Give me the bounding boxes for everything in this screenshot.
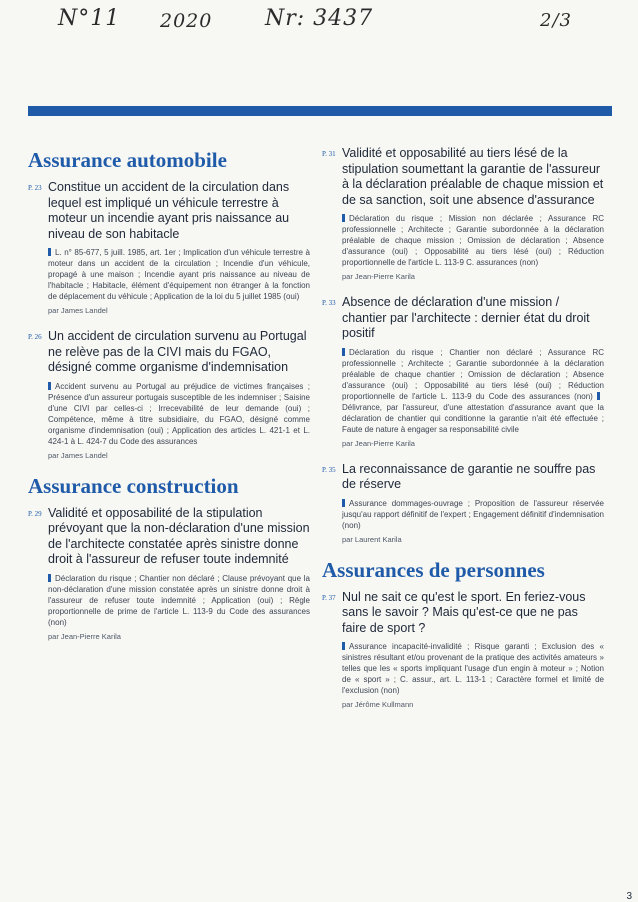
bullet-square-icon [48, 382, 51, 390]
bullet-square-icon [342, 214, 345, 222]
summary-entry [322, 462, 604, 544]
corner-page-number: 3 [626, 891, 632, 902]
keywords-text: Déclaration du risque ; Chantier non déclaré ; Assurance RC professionnelle ; Architecte ; Garantie subordonnée à la déclaration préalable de chaque chantier ; Omission de déclaration ; Absence d'assurance (oui) ; Opposabilité au tiers lésé (oui) ; Réduction proportionnelle de l'article L. 113-9 du Code des assurances (non) [342, 347, 604, 401]
keywords-text: L. n° 85-677, 5 juill. 1985, art. 1er ; Implication d'un véhicule terrestre à moteur dans un accident de la circulation ; Incendie d'un véhicule, propagé à une maison ; Incendie ayant pris naissance au niveau de l'habitacle ; Habitacle, élément d'équipement non étranger à la fonction de déplacement du véhicule ; Application de la loi du 5 juillet 1985 (oui) [48, 248, 310, 301]
keywords-text: Assurance incapacité-invalidité ; Risque garanti ; Exclusion des « sinistres résultant et/ou provenant de la pratique des activités amateurs » telles que les « sports impliquant l'usage d'un engin à moteur » ; Notion de « sport » ; C. assur., art. L. 113-1 ; Caractère formel et limité de l'exclusion (non) [342, 642, 604, 695]
entry-author: par James Landel [48, 306, 108, 315]
summary-entry [28, 180, 310, 315]
handwritten-year: 2020 [160, 10, 213, 32]
keywords-text: Déclaration du risque ; Chantier non déclaré ; Clause prévoyant que la non-déclaration d'une mission constatée après un sinistre donne droit à l'assureur de refuser toute indemnité ; Application (oui) ; Règle proportionnelle de prime de l'article L. 113-9 du Code des assurances (non) [48, 573, 310, 627]
left-column [28, 140, 310, 655]
entry-author: par Laurent Karila [342, 534, 402, 544]
entry-author: par Jean-Pierre Karila [342, 438, 415, 448]
page-reference: P. 26 [28, 333, 42, 341]
entry-heading: Un accident de circulation survenu au Portugal ne relève pas de la CIVI mais du FGAO, désigné comme organisme d'indemnisation [48, 329, 307, 374]
right-column [322, 146, 604, 723]
page-reference: P. 35 [322, 465, 336, 474]
bullet-square-icon [342, 642, 345, 650]
handwritten-issue-number: N°11 [58, 6, 121, 31]
handwritten-reference: Nr: 3437 [265, 6, 374, 31]
entry-keywords [48, 573, 310, 628]
keywords-text: Déclaration du risque ; Mission non déclarée ; Assurance RC professionnelle ; Architecte ; Garantie subordonnée à la déclaration préalable de chaque mission ; Omission de déclaration ; Absence d'assurance (oui) ; Opposabilité au tiers lésé (oui) ; Réduction proportionnelle de l'article L. 113-9 C. assurances (non) [342, 214, 604, 267]
bullet-square-icon [48, 574, 51, 582]
summary-entry [28, 329, 310, 460]
entry-heading: Absence de déclaration d'une mission / chantier par l'architecte : dernier état du droit positif [342, 295, 590, 340]
page-reference: P. 23 [28, 184, 42, 192]
summary-entry [322, 590, 604, 710]
section-title-construction: Assurance construction [28, 473, 239, 498]
bullet-square-icon [342, 348, 345, 356]
entry-heading: Validité et opposabilité de la stipulation prévoyant que la non-déclaration d'une mission de l'architecte constatée après sinistre donne droit à l'assureur de refuser toute indemnité [48, 505, 310, 566]
entry-keywords [342, 347, 604, 435]
entry-keywords [342, 213, 604, 268]
summary-entry [322, 146, 604, 281]
entry-heading: La reconnaissance de garantie ne souffre pas de réserve [342, 461, 596, 491]
header-blue-bar [28, 106, 612, 116]
handwritten-page-count: 2/3 [540, 10, 572, 31]
entry-heading: Nul ne sait ce qu'est le sport. En feriez-vous sans le savoir ? Mais qu'est-ce que ne pas faire de sport ? [342, 589, 586, 635]
bullet-square-icon [597, 392, 600, 400]
entry-keywords [342, 641, 604, 696]
page-reference: P. 37 [322, 593, 336, 602]
entry-author: par Jérôme Kullmann [342, 700, 414, 709]
page-reference: P. 33 [322, 299, 336, 307]
section-title-personnes: Assurances de personnes [322, 557, 545, 582]
entry-author: par James Landel [48, 450, 108, 460]
keywords-text: Accident survenu au Portugal au préjudice de victimes françaises ; Présence d'un assureur portugais susceptible de les indemniser ; Saisine d'une CIVI par celles-ci ; Irrecevabilité de leur demande (oui) ; Compétence, même à titre subsidiaire, du FGAO, désigné comme organisme d'indemnisation (oui) ; Application des articles L. 421-1 et L. 424-1 à L. 424-7 du Code des assurances [48, 381, 310, 446]
entry-keywords [48, 247, 310, 302]
entry-heading: Validité et opposabilité au tiers lésé de la stipulation soumettant la garantie de l'assureur à la déclaration préalable de chaque mission et de sa sanction, soit une absence d'assurance [342, 146, 604, 207]
entry-keywords [48, 381, 310, 447]
entry-author: par Jean-Pierre Karila [48, 631, 121, 641]
summary-entry [28, 506, 310, 641]
section-title-automobile: Assurance automobile [28, 148, 227, 172]
bullet-square-icon [48, 248, 51, 256]
keywords-text: Assurance dommages-ouvrage ; Proposition de l'assureur réservée jusqu'au rapport définitif de l'expert ; Engagement définitif d'indemnisation (non) [342, 498, 604, 530]
page-reference: P. 29 [28, 509, 42, 518]
page-reference: P. 31 [322, 150, 336, 158]
entry-author: par Jean-Pierre Karila [342, 272, 415, 281]
entry-heading: Constitue un accident de la circulation dans lequel est impliqué un véhicule terrestre à moteur un incendie ayant pris naissance au niveau de son habitacle [48, 180, 290, 241]
keywords-text-2: Délivrance, par l'assureur, d'une attestation d'assurance avant que la déclaration de chantier qui conditionne la garantie n'ait été effectuée ; Faute de nature à engager sa responsabilité civile [342, 402, 604, 434]
bullet-square-icon [342, 499, 345, 507]
entry-keywords [342, 498, 604, 531]
summary-entry [322, 295, 604, 448]
